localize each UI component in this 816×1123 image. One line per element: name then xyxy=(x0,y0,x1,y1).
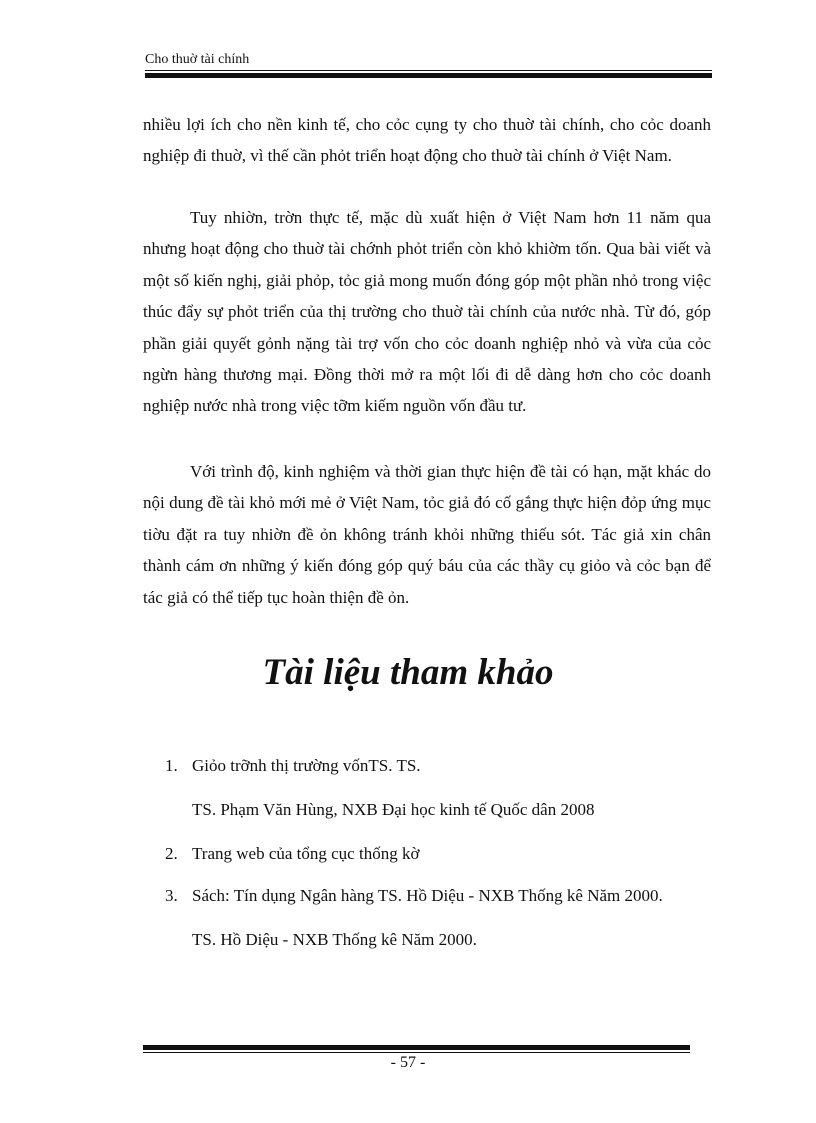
reference-text: TS. Phạm Văn Hùng, NXB Đại học kinh tế Quốc dân 2008 xyxy=(192,800,595,819)
footer-divider-thin xyxy=(143,1052,690,1053)
header-divider-thick xyxy=(145,73,712,78)
reference-item xyxy=(165,844,419,864)
reference-text: TS. Hồ Diệu - NXB Thống kê Năm 2000. xyxy=(192,930,477,949)
reference-item xyxy=(165,930,477,950)
paragraph-acknowledgement: Với trình độ, kinh nghiệm và thời gian thực hiện đề tài có hạn, mặt khác do nội dung đề tài khỏ mới mẻ ở Việt Nam, tỏc giả đó cố gắng thực hiện đỏp ứng mục tiờu đặt ra tuy nhiờn đề ỏn không tránh khỏi những thiếu sót. Tác giả xin chân thành cám ơn những ý kiến đóng góp quý báu của các thầy cụ giỏo và cỏc bạn để tác giả có thể tiếp tục hoàn thiện đề ỏn. xyxy=(143,462,711,607)
reference-item xyxy=(165,756,421,776)
paragraph-continuation: nhiều lợi ích cho nền kinh tế, cho cỏc cụng ty cho thuờ tài chính, cho cỏc doanh nghiệp đi thuờ, vì thế cần phỏt triển hoạt động cho thuờ tài chính ở Việt Nam. xyxy=(143,115,711,166)
reference-number: 1. xyxy=(165,756,178,775)
footer-divider-thick xyxy=(143,1045,690,1050)
reference-item xyxy=(165,886,663,906)
reference-number: 2. xyxy=(165,844,178,863)
running-header: Cho thuờ tài chính xyxy=(145,52,250,67)
page-number: - 57 - xyxy=(390,1054,426,1071)
reference-text: Giỏo trỡnh thị trường vốnTS. TS. xyxy=(192,756,421,775)
references-heading: Tài liệu tham khảo xyxy=(262,652,554,693)
reference-item xyxy=(165,800,594,820)
paragraph-reality: Tuy nhiờn, trờn thực tế, mặc dù xuất hiện ở Việt Nam hơn 11 năm qua nhưng hoạt động cho thuờ tài chớnh phỏt triển còn khỏ khiờm tốn. Qua bài viết và một số kiến nghị, giải phỏp, tỏc giả mong muốn đóng góp một phần nhỏ trong việc thúc đẩy sự phỏt triển của thị trường cho thuờ tài chính của nước nhà. Từ đó, góp phần giải quyết gỏnh nặng tài trợ vốn cho cỏc doanh nghiệp nhỏ và vừa của cỏc ngừn hàng thương mại. Đồng thời mở ra một lối đi dễ dàng hơn cho cỏc doanh nghiệp nước nhà trong việc tỡm kiếm nguồn vốn đầu tư. xyxy=(143,208,711,416)
reference-number: 3. xyxy=(165,886,178,905)
reference-text: Trang web của tổng cục thống kờ xyxy=(192,844,420,863)
reference-text: Sách: Tín dụng Ngân hàng TS. Hồ Diệu - NXB Thống kê Năm 2000. xyxy=(192,886,663,905)
header-divider-thin xyxy=(145,70,712,71)
